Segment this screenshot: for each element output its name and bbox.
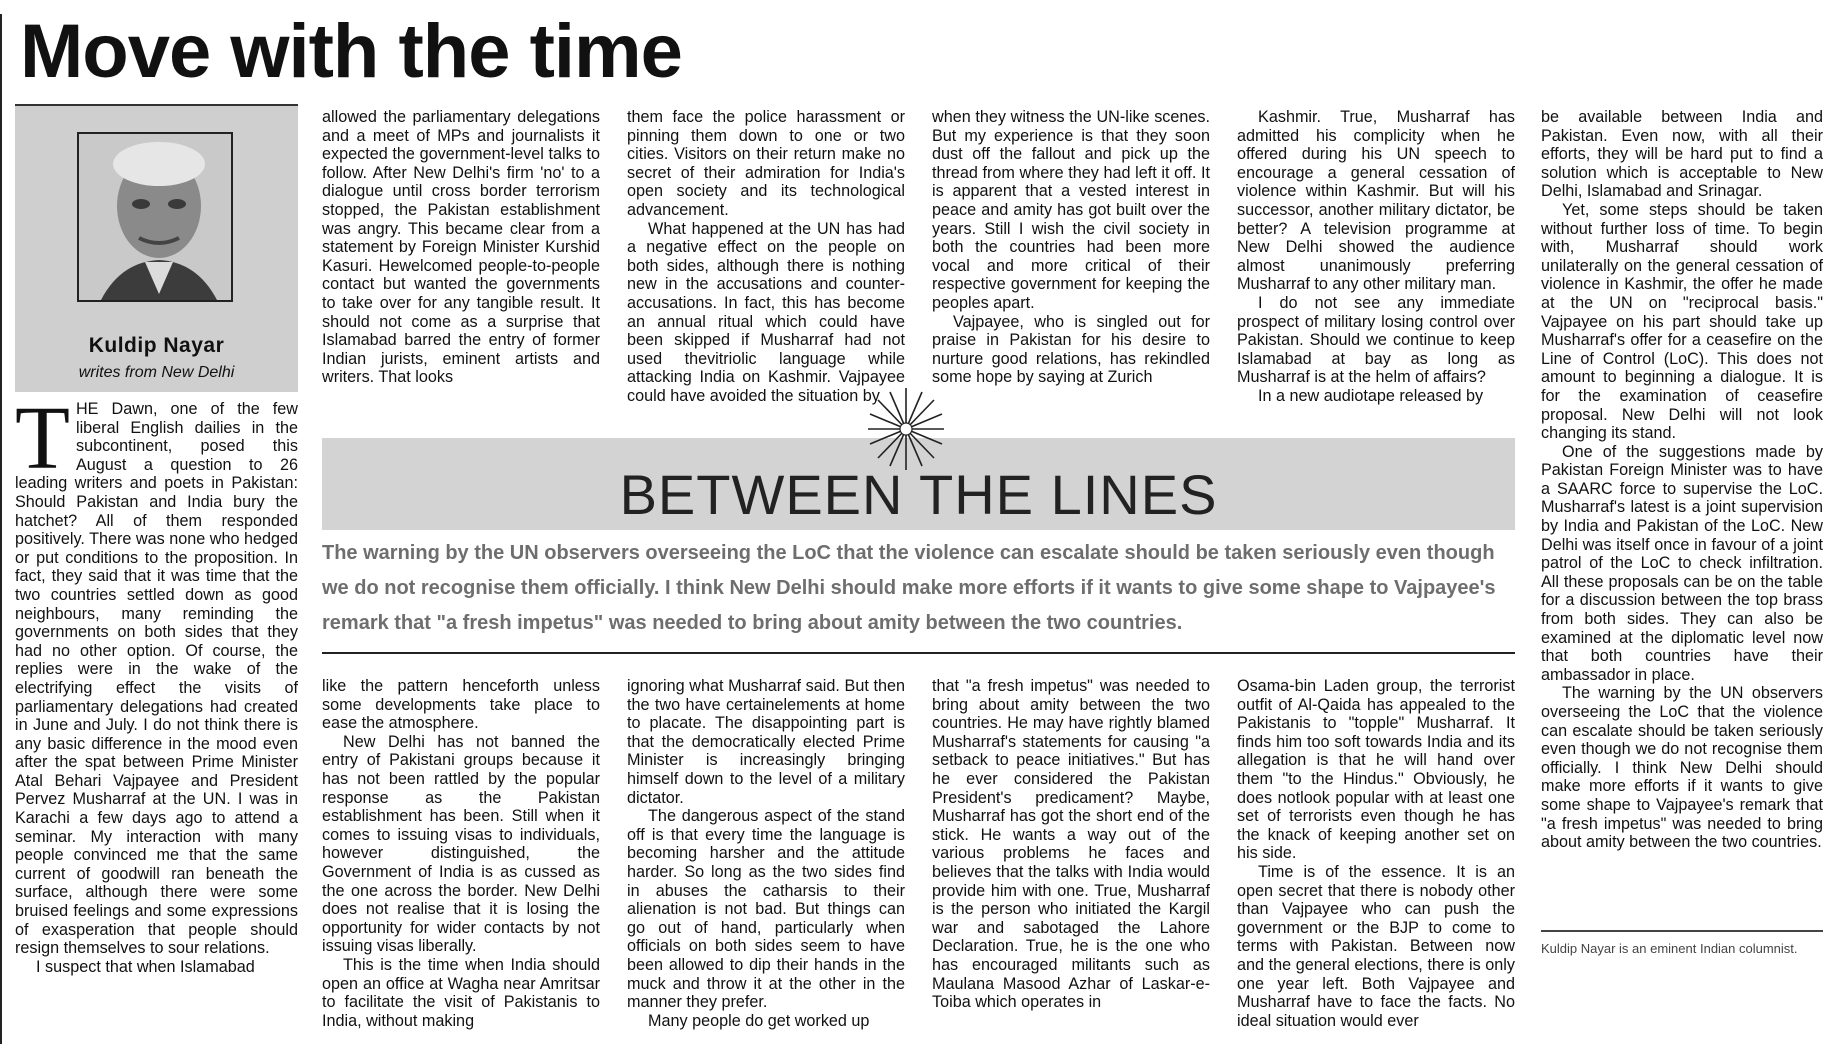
starburst-icon bbox=[866, 386, 946, 472]
portrait-image bbox=[79, 134, 233, 302]
paragraph: Many people do get worked up bbox=[648, 1011, 870, 1030]
paragraph: Time is of the essence. It is an open secret that there is nobody other than Vajpayee who can push the government or the BJP to come to terms with Pakistan. Between now and the general elections, there is only one year left. Both Vajpayee and Musharraf have to face the facts. No ideal situation would ever bbox=[1237, 862, 1515, 1030]
footnote-divider bbox=[1541, 930, 1823, 932]
author-portrait bbox=[77, 132, 233, 302]
paragraph: them face the police harassment or pinning them down to one or two cities. Visitors on their return make no secret of their admiration for India's open society and its technological advancement. bbox=[627, 108, 905, 219]
paragraph: The warning by the UN observers overseeing the LoC that the violence can escalate should be taken seriously even though we do not recognise them officially. I think New Delhi should make more efforts if it wants to give some shape to Vajpayee's remark that "a fresh impetus" was needed to bring about amity between the two countries. bbox=[1541, 684, 1823, 852]
paragraph: Osama-bin Laden group, the terrorist outfit of Al-Qaida has appealed to the Pakistanis to "topple" Musharraf. It finds him too soft towards India and its allegation is that he will hand over them "to the Hindus." Obviously, he does notlook popular with at least one set of terrorists even though he has the knack of keeping another set on his side. bbox=[1237, 677, 1515, 863]
column-5-bottom bbox=[1237, 677, 1515, 1042]
column-1 bbox=[15, 400, 298, 1040]
paragraph: I suspect that when Islamabad bbox=[36, 957, 255, 976]
headline: Move with the time bbox=[20, 9, 682, 94]
banner-title: BETWEEN THE LINES bbox=[619, 463, 1218, 526]
paragraph: when they witness the UN-like scenes. But my experience is that they soon dust off the fallout and pick up the thread from where they had left it off. It is apparent that a vested interest in peace and amity has got built over the years. Still I wish the civil society in both the countries had been more vocal and more critical of their respective government for keeping the peoples apart. bbox=[932, 108, 1210, 312]
paragraph: What happened at the UN has had a negative effect on the people on both sides, although there is nothing new in the accusations and counter-accusations. In fact, this has become an annual ritual which could have been skipped if Musharraf had not used thevitriolic language while attacking India on Kashmir. Vajpayee could have avoided the situation by bbox=[627, 219, 905, 405]
column-3-bottom bbox=[627, 677, 905, 1042]
paragraph: I do not see any immediate prospect of military losing control over Pakistan. Should we continue to keep Islamabad at bay as long as Musharraf is at the helm of affairs? bbox=[1237, 293, 1515, 387]
paragraph: Vajpayee, who is singled out for praise in Pakistan for his desire to nurture good relations, has rekindled some hope by saying at Zurich bbox=[932, 312, 1210, 387]
column-3-top bbox=[627, 108, 905, 426]
column-2-bottom bbox=[322, 677, 600, 1042]
column-6 bbox=[1541, 108, 1823, 926]
author-location: writes from New Delhi bbox=[78, 364, 235, 381]
paragraph: Yet, some steps should be taken without further loss of time. To begin with, Musharraf should work unilaterally on the general cessation of violence in Kashmir, the offer he made at the UN on "reciprocal basis." Vajpayee on his part should take up Musharraf's offer for a ceasefire on the Line of Control (LoC). This does not amount to beginning a dialogue. It is for the examination of ceasefire proposal. New Delhi will not look changing its stand. bbox=[1541, 200, 1823, 443]
byline-box bbox=[15, 104, 298, 392]
paragraph: The dangerous aspect of the stand off is that every time the language is becoming harsher and the attitude harder. So long as the two sides find in abuses the catharsis to their alienation is not bad. But things can go out of hand, particularly when officials on both sides seem to have been allowed to dip their hands in the muck and throw it at the other in the manner they prefer. bbox=[627, 807, 905, 1012]
paragraph: like the pattern henceforth unless some developments take place to ease the atmosphere. bbox=[322, 677, 600, 733]
author-name: Kuldip Nayar bbox=[88, 334, 225, 357]
paragraph: One of the suggestions made by Pakistan Foreign Minister was to have a SAARC force to supervise the LoC. Musharraf's latest is a joint supervision by India and Pakistan of the LoC. New Delhi was itself once in favour of a joint patrol of the LoC to check infiltration. All these proposals can be on the table for a discussion between the top brass from both sides. They can also be examined at the diplomatic level now that both countries have their ambassador in place. bbox=[1541, 442, 1823, 684]
column-4-top bbox=[932, 108, 1210, 426]
paragraph: ignoring what Musharraf said. But then the two have certainelements at home to placate. The disappointing part is that the democratically elected Prime Minister is increasingly bringing himself down to the level of a military dictator. bbox=[627, 677, 905, 807]
column-2-top bbox=[322, 108, 600, 426]
section-divider bbox=[322, 652, 1515, 654]
paragraph: allowed the parliamentary delegations and a meet of MPs and journalists it expected the government-level talks to follow. After New Delhi's firm 'no' to a dialogue until cross border terrorism stopped, the Pakistan establishment was angry. This became clear from a statement by Foreign Minister Kurshid Kasuri. Hewelcomed people-to-people contact but wanted the governments to take over for any tangible result. It should not come as a surprise that Islamabad barred the entry of former Indian jurists, eminent artists and writers. That looks bbox=[322, 108, 600, 387]
paragraph: This is the time when India should open an office at Wagha near Amritsar to facilitate the visit of Pakistanis to India, without making bbox=[322, 955, 600, 1030]
paragraph: be available between India and Pakistan. Even now, with all their efforts, they will be hard put to find a solution which is acceptable to New Delhi, Islamabad and Srinagar. bbox=[1541, 108, 1823, 201]
paragraph-text: HE Dawn, one of the few liberal English dailies in the subcontinent, posed this August a question to 26 leading writers and poets in Pakistan: Should Pakistan and India bury the hatchet? All of them responded positively. There was none who hedged or put conditions to the proposition. In fact, they said that it was time that the two countries settled down as good neighbours, many reminding the governments on both sides that they had no other option. Of course, the replies were in the wake of the electrifying effect the visits of parliamentary delegations had created in June and July. I do not think there is any basic difference in the mood even after the spat between Prime Minister Atal Behari Vajpayee and President Pervez Musharraf at the UN. I was in Karachi a few days ago to attend a seminar. My interaction with many people convinced me that the same current of goodwill ran beneath the surface, although there were some bruised feelings and some expressions of exasperation that people should resign themselves to sour relations. bbox=[15, 400, 298, 958]
paragraph: New Delhi has not banned the entry of Pakistani groups because it has not been rattled by the popular response as the Pakistan establishment has been. Still when it comes to issuing visas to individuals, however distinguished, the Government of India is as cussed as the one across the border. New Delhi does not realise that it is losing the opportunity for wider contacts by not issuing visas liberally. bbox=[322, 732, 600, 956]
paragraph: Kashmir. True, Musharraf has admitted his complicity when he offered during his UN speech to encourage a general cessation of violence within Kashmir. But will his successor, another military dictator, be better? A television programme at New Delhi showed the audience almost unanimously preferring Musharraf to any other military man. bbox=[1237, 108, 1515, 294]
paragraph: that "a fresh impetus" was needed to bring about amity between the two countries. He may have rightly blamed Musharraf's statements for causing "a setback to peace initiatives." But has he ever considered the Pakistan President's predicament? Maybe, Musharraf has got the short end of the stick. He wants a way out of the various problems he faces and believes that the talks with India would provide him with one. True, Musharraf is the person who initiated the Kargil war and sabotaged the Lahore Declaration. True, he is the one who has encouraged militants such as Maulana Masood Azhar of Laskar-e-Toiba which operates in bbox=[932, 677, 1210, 1012]
page-left-rule bbox=[0, 14, 2, 1044]
paragraph: In a new audiotape released by bbox=[1258, 386, 1484, 405]
paragraph bbox=[15, 400, 298, 958]
drop-cap: T bbox=[15, 400, 70, 488]
author-footnote: Kuldip Nayar is an eminent Indian columnist. bbox=[1541, 941, 1798, 956]
column-5-top bbox=[1237, 108, 1515, 426]
column-4-bottom bbox=[932, 677, 1210, 1042]
pull-quote: The warning by the UN observers overseeing the LoC that the violence can escalate should be taken seriously even though we do not recognise them officially. I think New Delhi should make more efforts if it wants to give some shape to Vajpayee's remark that "a fresh impetus" was needed to bring about amity between the two countries. bbox=[322, 542, 1496, 634]
